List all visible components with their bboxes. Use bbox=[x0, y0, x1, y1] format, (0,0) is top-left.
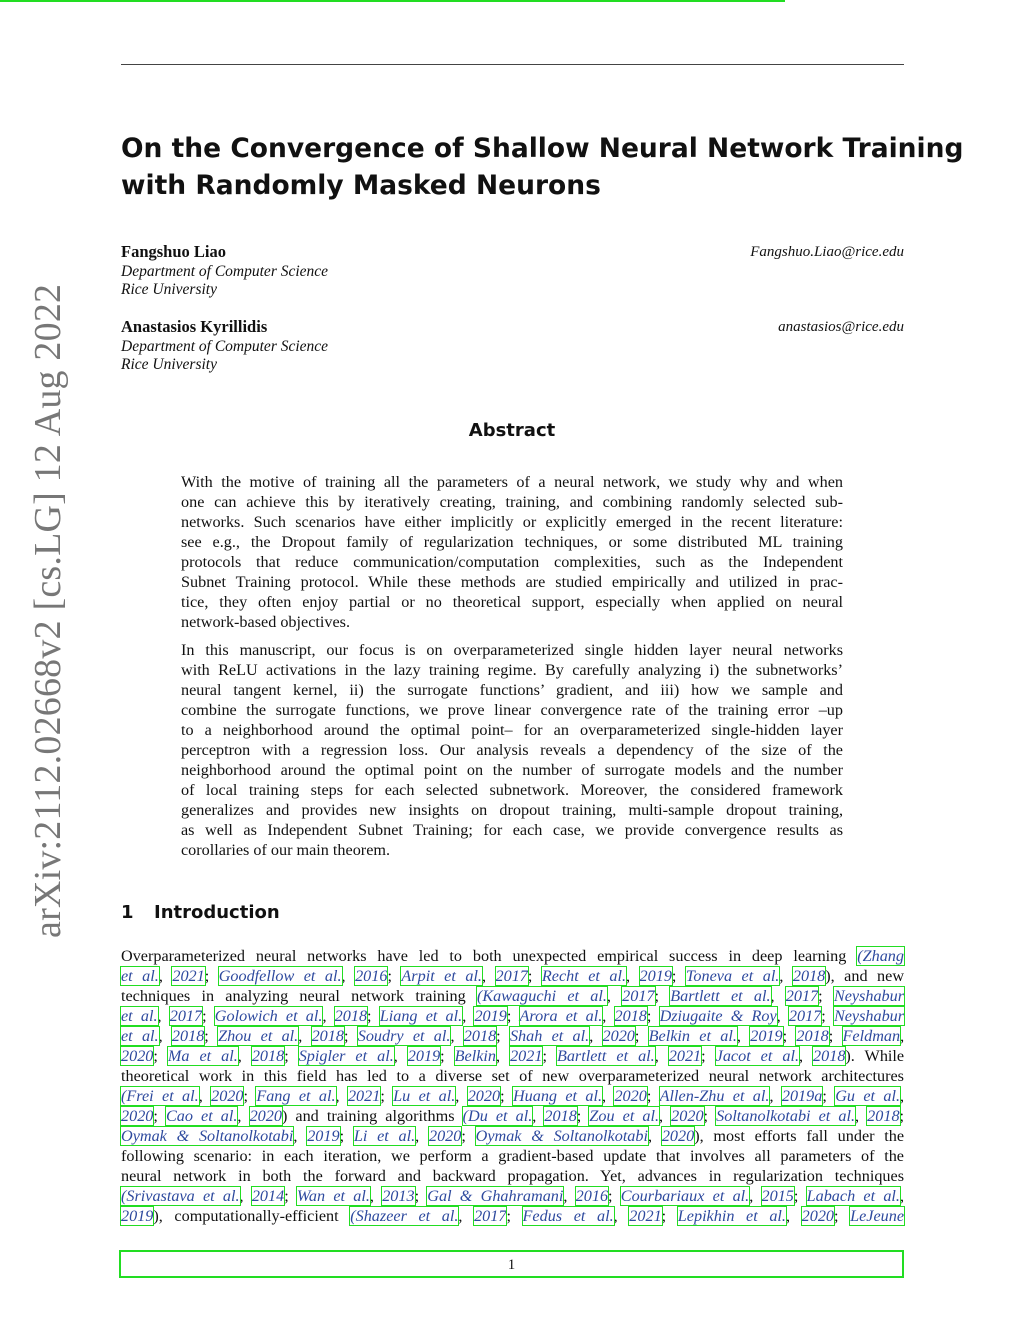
citation-link[interactable]: 2018 bbox=[867, 1107, 900, 1125]
citation-link[interactable]: (Kawaguchi et al. bbox=[476, 987, 607, 1005]
citation-link[interactable]: 2018 bbox=[311, 1027, 344, 1045]
citation-link[interactable]: 2021 bbox=[629, 1207, 662, 1225]
citation-link[interactable]: 2020 bbox=[121, 1047, 154, 1065]
intro-text: ; bbox=[646, 1007, 660, 1025]
abstract-line: networks. Such scenarios have either implicitly or explicitly emerged in the recent literature: bbox=[181, 513, 843, 531]
author-name: Anastasios Kyrillidis bbox=[121, 317, 268, 336]
citation-link[interactable]: 2014 bbox=[251, 1187, 285, 1205]
citation-link[interactable]: Feldman bbox=[842, 1027, 901, 1045]
citation-link[interactable]: Bartlett et al. bbox=[556, 1047, 655, 1065]
intro-text: ; bbox=[834, 1207, 851, 1225]
intro-text: , bbox=[799, 1047, 814, 1065]
intro-line bbox=[121, 1066, 904, 1086]
intro-text: , bbox=[776, 1007, 789, 1025]
citation-link[interactable]: Neyshabur bbox=[833, 1007, 905, 1025]
abstract-line: With the motive of training all the parameters of a neural network, we study why and when bbox=[181, 473, 843, 491]
intro-text: ). While bbox=[845, 1047, 905, 1065]
citation-link[interactable]: Toneva et al. bbox=[685, 967, 780, 985]
citation-link[interactable]: 2021 bbox=[510, 1047, 543, 1065]
abstract-line: combine the surrogate functions, we prove linear convergence rate of the training error –up bbox=[181, 701, 843, 719]
intro-text: ; bbox=[661, 1207, 678, 1225]
intro-text: , bbox=[602, 1087, 615, 1105]
author-block bbox=[121, 243, 904, 300]
intro-text: , bbox=[298, 1027, 312, 1045]
intro-text: ; bbox=[380, 1087, 394, 1105]
intro-text: ; bbox=[367, 1007, 380, 1025]
intro-text: , bbox=[450, 1027, 464, 1045]
citation-link[interactable]: Oymak & Soltanolkotabi bbox=[475, 1127, 648, 1145]
citation-link[interactable]: Recht et al. bbox=[541, 967, 627, 985]
intro-text: , bbox=[496, 1047, 511, 1065]
abstract-line: of local training steps for each selected subnetwork. Moreover, the considered framework bbox=[181, 781, 843, 799]
citation-link[interactable]: Allen-Zhu et al. bbox=[659, 1087, 770, 1105]
intro-line bbox=[121, 1146, 904, 1166]
intro-text: , bbox=[462, 1007, 475, 1025]
intro-text: ; bbox=[542, 1047, 557, 1065]
intro-text: , bbox=[481, 967, 496, 985]
citation-link[interactable]: LeJeune bbox=[850, 1207, 905, 1225]
citation-link[interactable]: 2020 bbox=[467, 1087, 501, 1105]
intro-text: , bbox=[157, 1007, 170, 1025]
intro-text: ; bbox=[153, 1047, 168, 1065]
intro-line bbox=[121, 986, 904, 1006]
intro-text: ; bbox=[608, 1187, 621, 1205]
citation-link[interactable]: (Frei et al. bbox=[121, 1087, 199, 1105]
abstract-line: tice, they often enjoy partial or no theoretical support, especially when applied on neural bbox=[181, 593, 843, 611]
author-email[interactable]: Fangshuo.Liao@rice.edu bbox=[750, 244, 904, 260]
intro-line bbox=[121, 1106, 904, 1126]
citation-link[interactable]: 2018 bbox=[544, 1107, 577, 1125]
citation-link[interactable]: 2018 bbox=[792, 967, 826, 985]
citation-link[interactable]: 2017 bbox=[785, 987, 819, 1005]
citation-link[interactable]: 2018 bbox=[171, 1027, 205, 1045]
intro-text: ; bbox=[204, 967, 219, 985]
intro-text: , bbox=[415, 1127, 429, 1145]
section-number: 1 bbox=[121, 902, 134, 923]
intro-text: , bbox=[779, 967, 793, 985]
section-heading bbox=[121, 902, 280, 923]
intro-text: , bbox=[293, 1127, 308, 1145]
citation-link[interactable]: 2015 bbox=[761, 1187, 794, 1205]
intro-line bbox=[121, 1186, 904, 1206]
intro-text: ), and new bbox=[825, 967, 905, 985]
citation-link[interactable]: 2019 bbox=[750, 1027, 783, 1045]
abstract-line: with ReLU activations in the lazy training regime. By carefully analyzing i) the subnetworks’ bbox=[181, 661, 843, 679]
intro-line bbox=[121, 946, 904, 966]
intro-text: ; bbox=[701, 1047, 716, 1065]
citation-link[interactable]: Goodfellow et al. bbox=[218, 967, 342, 985]
citation-link[interactable]: Spigler et al. bbox=[298, 1047, 394, 1065]
header-rule bbox=[121, 64, 904, 65]
abstract-line: one can achieve this by iteratively creating, training, and combining randomly selected sub- bbox=[181, 493, 843, 511]
citation-link[interactable]: 2017 bbox=[474, 1207, 507, 1225]
intro-text: ; bbox=[440, 1047, 455, 1065]
page-footer bbox=[119, 1250, 904, 1278]
citation-link[interactable]: 2020 bbox=[121, 1107, 154, 1125]
intro-text: , bbox=[589, 1027, 603, 1045]
abstract-heading: Abstract bbox=[468, 420, 556, 441]
citation-link[interactable]: 2021 bbox=[347, 1087, 381, 1105]
citation-link[interactable]: Liang et al. bbox=[379, 1007, 463, 1025]
citation-link[interactable]: Courbariaux et al. bbox=[620, 1187, 750, 1205]
intro-text: ; bbox=[822, 1087, 836, 1105]
intro-text: , bbox=[899, 1187, 905, 1205]
intro-text: , bbox=[158, 1027, 172, 1045]
intro-text: ; bbox=[284, 1047, 299, 1065]
citation-link[interactable]: Fedus et al. bbox=[522, 1207, 614, 1225]
citation-link[interactable]: Lepikhin et al. bbox=[677, 1207, 786, 1225]
citation-link[interactable]: 2019 bbox=[121, 1207, 154, 1225]
intro-text: , bbox=[158, 967, 173, 985]
author-university: Rice University bbox=[121, 356, 217, 373]
intro-text: ; bbox=[414, 1187, 428, 1205]
intro-text: ; bbox=[646, 1087, 660, 1105]
citation-link[interactable]: Jacot et al. bbox=[715, 1047, 799, 1065]
intro-text: ; bbox=[343, 1027, 358, 1045]
abstract-line: Subnet Training protocol. While these methods are studied empirically and utilized in prac- bbox=[181, 573, 843, 591]
citation-link[interactable]: (Srivastava et al. bbox=[121, 1187, 240, 1205]
citation-link[interactable]: 2020 bbox=[211, 1087, 244, 1105]
citation-link[interactable]: 2020 bbox=[801, 1207, 834, 1225]
title-line: On the Convergence of Shallow Neural Network Training bbox=[121, 133, 964, 164]
intro-text: ), most efforts fall under the bbox=[694, 1127, 905, 1145]
citation-link[interactable]: 2017 bbox=[495, 967, 528, 985]
top-highlight-bar bbox=[0, 0, 785, 2]
intro-text: ; bbox=[284, 1187, 297, 1205]
intro-text: ) and training algorithms bbox=[281, 1107, 463, 1125]
intro-text: ; bbox=[899, 1107, 905, 1125]
citation-link[interactable]: Arora et al. bbox=[519, 1007, 603, 1025]
intro-line bbox=[121, 1086, 904, 1106]
citation-link[interactable]: 2020 bbox=[602, 1027, 635, 1045]
intro-text: , bbox=[613, 1207, 630, 1225]
citation-link[interactable]: et al. bbox=[121, 967, 159, 985]
abstract-line: to a neighborhood around the optimal point– for an overparameterized single-hidden layer bbox=[181, 721, 843, 739]
intro-text: ; bbox=[243, 1087, 257, 1105]
abstract-line: corollaries of our main theorem. bbox=[181, 841, 391, 859]
abstract-paragraph-1 bbox=[181, 472, 843, 632]
intro-text: ; bbox=[782, 1027, 797, 1045]
citation-link[interactable]: Neyshabur bbox=[833, 987, 905, 1005]
abstract-line: perceptron with a regression loss. Our analysis reveals a dependency of the size of the bbox=[181, 741, 843, 759]
abstract-line: neural tangent kernel, ii) the surrogate functions’ gradient, and iii) how we sample and bbox=[181, 681, 843, 699]
intro-text: ; bbox=[202, 1007, 215, 1025]
intro-text: ), computationally-efficient bbox=[153, 1207, 351, 1225]
citation-link[interactable]: 2018 bbox=[813, 1047, 846, 1065]
intro-text: , bbox=[369, 1187, 383, 1205]
citation-link[interactable]: Soltanolkotabi et al. bbox=[716, 1107, 856, 1125]
intro-text: ; bbox=[793, 1187, 807, 1205]
intro-text: neural network in both the forward and backward propagation. Yet, advances in regularization techniques bbox=[121, 1167, 904, 1185]
intro-text: , bbox=[532, 1107, 545, 1125]
intro-text: ; bbox=[506, 1207, 523, 1225]
citation-link[interactable]: 2017 bbox=[622, 987, 655, 1005]
citation-link[interactable]: 2018 bbox=[463, 1027, 497, 1045]
citation-link[interactable]: Shah et al. bbox=[509, 1027, 590, 1045]
citation-link[interactable]: 2017 bbox=[169, 1007, 203, 1025]
intro-text: ; bbox=[818, 987, 834, 1005]
citation-link[interactable]: et al. bbox=[121, 1027, 159, 1045]
intro-text: , bbox=[198, 1087, 212, 1105]
citation-link[interactable]: 2018 bbox=[251, 1047, 285, 1065]
intro-text: ; bbox=[654, 987, 671, 1005]
title-line: with Randomly Masked Neurons bbox=[121, 170, 601, 201]
citation-link[interactable]: 2020 bbox=[671, 1107, 704, 1125]
intro-text: following scenario: in each iteration, we perform a gradient-based update that involves all parameters of the bbox=[121, 1147, 904, 1165]
intro-line bbox=[121, 1026, 904, 1046]
abstract-line: protocols that reduce communication/computation complexities, such as the Independent bbox=[181, 553, 843, 571]
introduction-paragraph bbox=[121, 946, 904, 1226]
intro-text: ; bbox=[496, 1027, 510, 1045]
citation-link[interactable]: Fang et al. bbox=[256, 1087, 336, 1105]
citation-link[interactable]: (Du et al. bbox=[462, 1107, 533, 1125]
citation-link[interactable]: Labach et al. bbox=[806, 1187, 900, 1205]
citation-link[interactable]: Gal & Ghahramani bbox=[427, 1187, 564, 1205]
citation-link[interactable]: 2019a bbox=[781, 1087, 823, 1105]
citation-link[interactable]: Zhou et al. bbox=[218, 1027, 299, 1045]
intro-text: techniques in analyzing neural network training bbox=[121, 987, 477, 1005]
intro-text: , bbox=[322, 1007, 335, 1025]
intro-text: ; bbox=[153, 1107, 166, 1125]
intro-text: ; bbox=[671, 967, 686, 985]
citation-link[interactable]: 2021 bbox=[172, 967, 205, 985]
intro-text: Overparameterized neural networks have led to both unexpected empirical success in deep learning bbox=[121, 947, 858, 965]
intro-text: ; bbox=[576, 1107, 590, 1125]
abstract-line: network-based objectives. bbox=[181, 613, 351, 631]
intro-line bbox=[121, 1166, 904, 1186]
intro-text: ; bbox=[828, 1027, 843, 1045]
citation-link[interactable]: Gu et al. bbox=[835, 1087, 900, 1105]
author-university: Rice University bbox=[121, 281, 217, 298]
intro-text: ; bbox=[506, 1007, 520, 1025]
intro-text: , bbox=[458, 1207, 475, 1225]
intro-text: ; bbox=[703, 1107, 717, 1125]
page-number: 1 bbox=[507, 1257, 516, 1273]
intro-text: ; bbox=[500, 1087, 513, 1105]
intro-text: , bbox=[785, 1207, 802, 1225]
intro-text: , bbox=[900, 1027, 905, 1045]
citation-link[interactable]: Belkin et al. bbox=[648, 1027, 737, 1045]
intro-text: ; bbox=[634, 1027, 649, 1045]
intro-text: , bbox=[606, 987, 623, 1005]
intro-text: , bbox=[602, 1007, 615, 1025]
intro-line bbox=[121, 1046, 904, 1066]
intro-text: , bbox=[654, 1047, 669, 1065]
intro-text: , bbox=[855, 1107, 868, 1125]
abstract-line: In this manuscript, our focus is on overparameterized single hidden layer neural networks bbox=[181, 641, 843, 659]
author-name: Fangshuo Liao bbox=[121, 242, 226, 261]
intro-text: theoretical work in this field has led to a diverse set of new overparameterized neural network architectures bbox=[121, 1067, 904, 1085]
intro-text: ; bbox=[387, 967, 402, 985]
citation-link[interactable]: 2018 bbox=[796, 1027, 829, 1045]
citation-link[interactable]: 2013 bbox=[382, 1187, 415, 1205]
citation-link[interactable]: 2020 bbox=[614, 1087, 647, 1105]
intro-text: ; bbox=[339, 1127, 354, 1145]
citation-link[interactable]: et al. bbox=[121, 1007, 158, 1025]
citation-link[interactable]: 2018 bbox=[614, 1007, 647, 1025]
citation-link[interactable]: Dziugaite & Roy bbox=[659, 1007, 777, 1025]
citation-link[interactable]: (Shazeer et al. bbox=[350, 1207, 459, 1225]
citation-link[interactable]: Soudry et al. bbox=[357, 1027, 451, 1045]
intro-text: , bbox=[239, 1187, 252, 1205]
citation-link[interactable]: 2020 bbox=[249, 1107, 282, 1125]
paper-title bbox=[121, 130, 964, 204]
citation-link[interactable]: Golowich et al. bbox=[214, 1007, 323, 1025]
citation-link[interactable]: 2016 bbox=[575, 1187, 609, 1205]
citation-link[interactable]: Cao et al. bbox=[165, 1107, 238, 1125]
intro-line bbox=[121, 1006, 904, 1026]
arxiv-identifier: arXiv:2112.02668v2 [cs.LG] 12 Aug 2022 bbox=[27, 283, 69, 938]
citation-link[interactable]: Li et al. bbox=[353, 1127, 416, 1145]
intro-text: , bbox=[900, 1087, 905, 1105]
author-email[interactable]: anastasios@rice.edu bbox=[778, 319, 904, 335]
intro-text: ; bbox=[204, 1027, 219, 1045]
citation-link[interactable]: 2020 bbox=[428, 1127, 462, 1145]
section-title: Introduction bbox=[154, 902, 280, 923]
intro-text: ; bbox=[461, 1127, 476, 1145]
intro-text: , bbox=[335, 1087, 348, 1105]
citation-link[interactable]: Huang et al. bbox=[512, 1087, 603, 1105]
intro-line bbox=[121, 1206, 904, 1226]
author-department: Department of Computer Science bbox=[121, 337, 329, 355]
intro-text: , bbox=[769, 1087, 782, 1105]
citation-link[interactable]: Bartlett et al. bbox=[670, 987, 771, 1005]
intro-text: ; bbox=[527, 967, 542, 985]
citation-link[interactable]: 2020 bbox=[661, 1127, 695, 1145]
abstract-line: generalizes and provides new insights on dropout training, multi-sample dropout training, bbox=[181, 801, 843, 819]
citation-link[interactable]: (Zhang bbox=[857, 947, 904, 965]
citation-link[interactable]: 2019 bbox=[639, 967, 672, 985]
citation-link[interactable]: Belkin bbox=[454, 1047, 497, 1065]
author-department: Department of Computer Science bbox=[121, 262, 329, 280]
intro-line bbox=[121, 966, 904, 986]
intro-text: , bbox=[749, 1187, 762, 1205]
intro-text: , bbox=[563, 1187, 576, 1205]
intro-text: , bbox=[648, 1127, 662, 1145]
citation-link[interactable]: Ma et al. bbox=[167, 1047, 238, 1065]
citation-link[interactable]: 2016 bbox=[355, 967, 388, 985]
intro-text: , bbox=[736, 1027, 751, 1045]
citation-link[interactable]: 2018 bbox=[334, 1007, 368, 1025]
intro-text: , bbox=[455, 1087, 468, 1105]
intro-text: , bbox=[341, 967, 356, 985]
citation-link[interactable]: 2019 bbox=[407, 1047, 441, 1065]
citation-link[interactable]: 2019 bbox=[474, 1007, 507, 1025]
citation-link[interactable]: Oymak & Soltanolkotabi bbox=[121, 1127, 294, 1145]
citation-link[interactable]: 2021 bbox=[668, 1047, 702, 1065]
intro-text: , bbox=[659, 1107, 672, 1125]
citation-link[interactable]: 2019 bbox=[307, 1127, 340, 1145]
intro-text: , bbox=[393, 1047, 408, 1065]
citation-link[interactable]: Wan et al. bbox=[296, 1187, 370, 1205]
citation-link[interactable]: Lu et al. bbox=[393, 1087, 456, 1105]
intro-text: , bbox=[626, 967, 640, 985]
intro-text: , bbox=[237, 1107, 250, 1125]
abstract-line: see e.g., the Dropout family of regularization techniques, or some distributed ML training bbox=[181, 533, 843, 551]
citation-link[interactable]: 2017 bbox=[788, 1007, 822, 1025]
abstract-paragraph-2 bbox=[181, 640, 843, 860]
citation-link[interactable]: Arpit et al. bbox=[401, 967, 482, 985]
abstract-line: as well as Independent Subnet Training; for each case, we provide convergence results as bbox=[181, 821, 843, 839]
abstract-line: neighborhood around the optimal point on the number of surrogate models and the number bbox=[181, 761, 843, 779]
intro-text: ; bbox=[821, 1007, 834, 1025]
author-block bbox=[121, 318, 904, 375]
intro-text: , bbox=[770, 987, 786, 1005]
intro-text: , bbox=[237, 1047, 252, 1065]
intro-line bbox=[121, 1126, 904, 1146]
citation-link[interactable]: Zou et al. bbox=[589, 1107, 660, 1125]
